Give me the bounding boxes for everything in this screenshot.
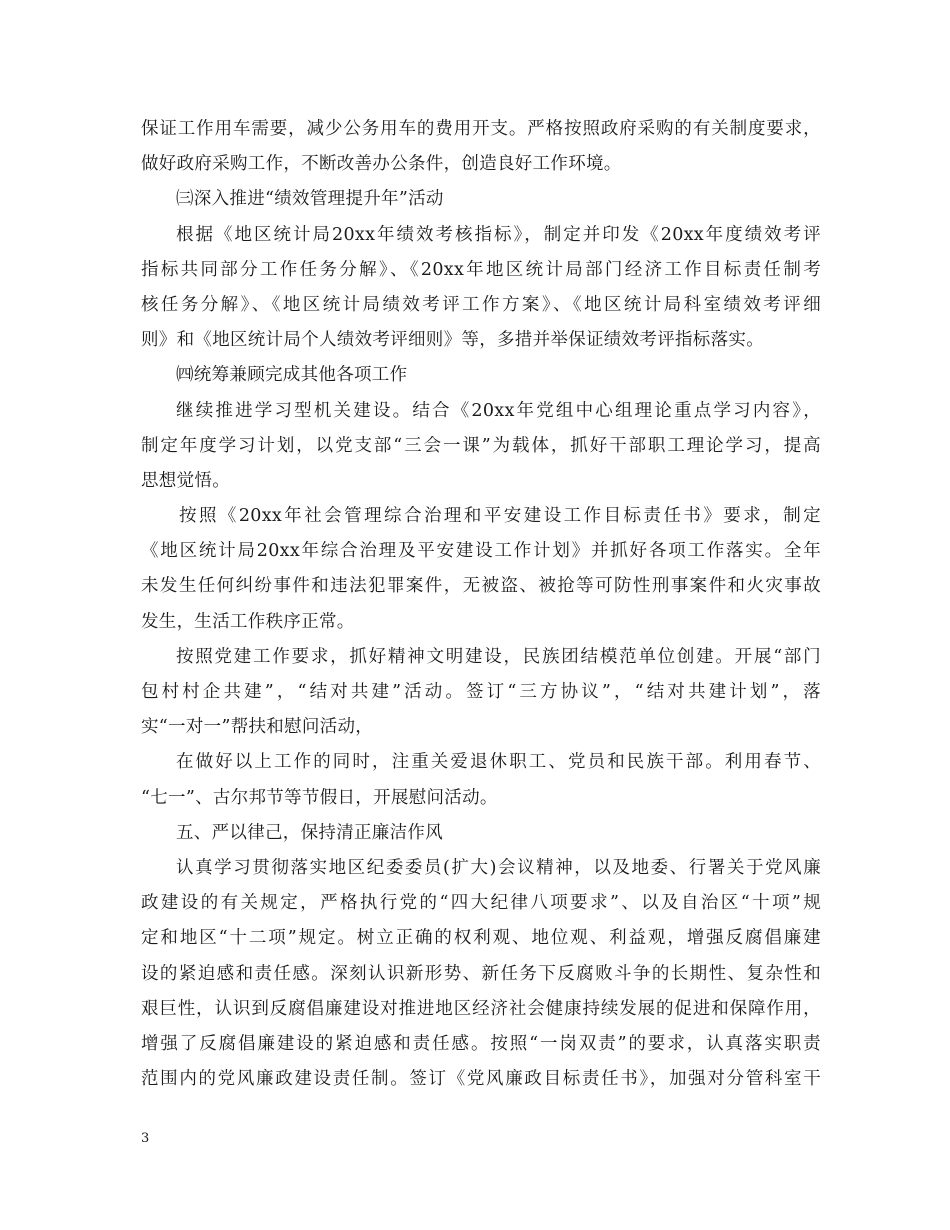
paragraph-line: “七一”、古尔邦节等节假日，开展慰问活动。 <box>141 787 498 808</box>
paragraph-first-line: 按照《20xx年社会管理综合治理和平安建设工作目标责任书》要求，制定 <box>179 506 821 527</box>
body-text <box>141 112 821 1097</box>
paragraph-line: 《地区统计局20xx年综合治理及平安建设工作计划》并抓好各项工作落实。全年 <box>141 541 821 562</box>
paragraph-line: 定和地区“十二项”规定。树立正确的权利观、地位观、利益观，增强反腐倡廉建 <box>141 928 821 949</box>
paragraph-line: 范围内的党风廉政建设责任制。签订《党风廉政目标责任书》，加强对分管科室干 <box>141 1069 821 1090</box>
paragraph-line: 保证工作用车需要，减少公务用车的费用开支。严格按照政府采购的有关制度要求， <box>141 119 821 139</box>
paragraph-line: 制定年度学习计划，以党支部“三会一课”为载体，抓好干部职工理论学习，提高 <box>141 435 821 456</box>
section-heading: ㈣统筹兼顾完成其他各项工作 <box>176 365 408 386</box>
paragraph-line: 做好政府采购工作，不断改善办公条件，创造良好工作环境。 <box>141 154 622 175</box>
paragraph-line: 则》和《地区统计局个人绩效考评细则》等，多措并举保证绩效考评指标落实。 <box>141 330 764 351</box>
paragraph-line: 设的紧迫感和责任感。深刻认识新形势、新任务下反腐败斗争的长期性、复杂性和 <box>141 963 821 984</box>
paragraph-line: 思想觉悟。 <box>141 470 230 491</box>
paragraph-first-line: 认真学习贯彻落实地区纪委委员(扩大)会议精神，以及地委、行署关于党风廉 <box>176 857 821 878</box>
section-heading: ㈢深入推进“绩效管理提升年”活动 <box>176 189 444 210</box>
paragraph-first-line: 根据《地区统计局20xx年绩效考核指标》，制定并印发《20xx年度绩效考评 <box>176 224 821 245</box>
paragraph-line: 实“一对一”帮扶和慰问活动， <box>141 717 374 738</box>
paragraph-first-line: 按照党建工作要求，抓好精神文明建设，民族团结模范单位创建。开展“部门 <box>176 646 821 667</box>
paragraph-line: 未发生任何纠纷事件和违法犯罪案件，无被盗、被抢等可防性刑事案件和火灾事故 <box>141 576 821 597</box>
paragraph-first-line: 在做好以上工作的同时，注重关爱退休职工、党员和民族干部。利用春节、 <box>176 752 821 773</box>
paragraph-line: 政建设的有关规定，严格执行党的“四大纪律八项要求”、以及自治区“十项”规 <box>141 893 821 914</box>
paragraph-line: 包村村企共建”，“结对共建”活动。签订“三方协议”，“结对共建计划”，落 <box>141 682 821 702</box>
paragraph-line: 艰巨性，认识到反腐倡廉建设对推进地区经济社会健康持续发展的促进和保障作用， <box>141 998 821 1019</box>
page-number: 3 <box>141 1131 150 1146</box>
paragraph-line: 核任务分解》、《地区统计局绩效考评工作方案》、《地区统计局科室绩效考评细 <box>141 294 821 315</box>
paragraph-line: 指标共同部分工作任务分解》、《20xx年地区统计局部门经济工作目标责任制考 <box>141 259 821 280</box>
paragraph-line: 发生，生活工作秩序正常。 <box>141 611 355 632</box>
section-heading: 五、严以律己，保持清正廉洁作风 <box>176 822 443 843</box>
paragraph-line: 增强了反腐倡廉建设的紧迫感和责任感。按照“一岗双责”的要求，认真落实职责 <box>141 1033 821 1054</box>
paragraph-first-line: 继续推进学习型机关建设。结合《20xx年党组中心组理论重点学习内容》， <box>176 400 821 421</box>
